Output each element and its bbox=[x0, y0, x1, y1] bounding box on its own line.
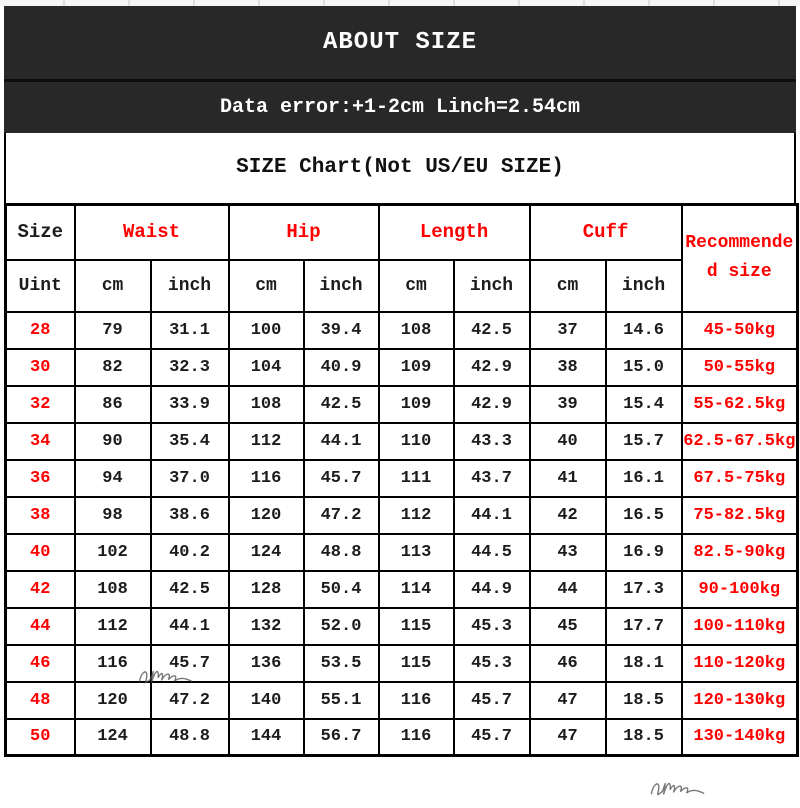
header-hip: Hip bbox=[229, 205, 379, 260]
table-row bbox=[6, 682, 798, 719]
data-cell: 116 bbox=[379, 682, 454, 719]
data-cell: 45.7 bbox=[304, 460, 379, 497]
data-cell: 44.1 bbox=[454, 497, 530, 534]
data-cell: 114 bbox=[379, 571, 454, 608]
data-cell: 56.7 bbox=[304, 719, 379, 756]
data-cell: 108 bbox=[379, 312, 454, 349]
data-cell: 82 bbox=[75, 349, 151, 386]
banner-title: ABOUT SIZE bbox=[322, 29, 478, 56]
data-cell: 79 bbox=[75, 312, 151, 349]
table-row bbox=[6, 349, 798, 386]
data-cell: 15.7 bbox=[606, 423, 682, 460]
data-cell: 86 bbox=[75, 386, 151, 423]
data-cell: 38 bbox=[530, 349, 606, 386]
data-cell: 48.8 bbox=[151, 719, 229, 756]
data-cell: 108 bbox=[229, 386, 304, 423]
data-cell: 17.7 bbox=[606, 608, 682, 645]
data-cell: 45.3 bbox=[454, 645, 530, 682]
recommend-cell: 120-130kg bbox=[682, 682, 798, 719]
data-cell: 45.7 bbox=[151, 645, 229, 682]
data-cell: 39 bbox=[530, 386, 606, 423]
data-cell: 45 bbox=[530, 608, 606, 645]
data-cell: 100 bbox=[229, 312, 304, 349]
data-cell: 38.6 bbox=[151, 497, 229, 534]
data-cell: 16.5 bbox=[606, 497, 682, 534]
data-cell: 43 bbox=[530, 534, 606, 571]
data-cell: 33.9 bbox=[151, 386, 229, 423]
table-row bbox=[6, 534, 798, 571]
data-cell: 42.5 bbox=[304, 386, 379, 423]
header-size: Size bbox=[6, 205, 75, 260]
data-cell: 140 bbox=[229, 682, 304, 719]
data-cell: 110 bbox=[379, 423, 454, 460]
recommend-cell: 75-82.5kg bbox=[682, 497, 798, 534]
data-cell: 48.8 bbox=[304, 534, 379, 571]
data-cell: 14.6 bbox=[606, 312, 682, 349]
recommend-cell: 130-140kg bbox=[682, 719, 798, 756]
size-cell: 34 bbox=[6, 423, 75, 460]
data-cell: 52.0 bbox=[304, 608, 379, 645]
data-cell: 15.0 bbox=[606, 349, 682, 386]
size-table bbox=[4, 203, 799, 757]
data-cell: 37.0 bbox=[151, 460, 229, 497]
recommend-cell: 55-62.5kg bbox=[682, 386, 798, 423]
size-cell: 42 bbox=[6, 571, 75, 608]
data-cell: 120 bbox=[75, 682, 151, 719]
data-cell: 45.3 bbox=[454, 608, 530, 645]
data-cell: 109 bbox=[379, 349, 454, 386]
data-cell: 47 bbox=[530, 719, 606, 756]
data-cell: 44.1 bbox=[304, 423, 379, 460]
data-cell: 44.9 bbox=[454, 571, 530, 608]
data-cell: 42.5 bbox=[151, 571, 229, 608]
data-cell: 124 bbox=[75, 719, 151, 756]
table-row bbox=[6, 645, 798, 682]
recommend-cell: 45-50kg bbox=[682, 312, 798, 349]
data-cell: 104 bbox=[229, 349, 304, 386]
recommend-cell: 62.5-67.5kg bbox=[682, 423, 798, 460]
table-row bbox=[6, 571, 798, 608]
data-cell: 116 bbox=[229, 460, 304, 497]
data-cell: 32.3 bbox=[151, 349, 229, 386]
data-cell: 40 bbox=[530, 423, 606, 460]
data-cell: 115 bbox=[379, 608, 454, 645]
unit-cuff-cm: cm bbox=[530, 260, 606, 312]
data-cell: 55.1 bbox=[304, 682, 379, 719]
data-cell: 39.4 bbox=[304, 312, 379, 349]
size-chart-panel bbox=[4, 6, 796, 757]
size-cell: 36 bbox=[6, 460, 75, 497]
data-cell: 15.4 bbox=[606, 386, 682, 423]
header-cuff: Cuff bbox=[530, 205, 682, 260]
data-cell: 17.3 bbox=[606, 571, 682, 608]
unit-waist-inch: inch bbox=[151, 260, 229, 312]
header-waist: Waist bbox=[75, 205, 229, 260]
recommend-cell: 100-110kg bbox=[682, 608, 798, 645]
data-cell: 18.5 bbox=[606, 682, 682, 719]
data-cell: 31.1 bbox=[151, 312, 229, 349]
watermark-scribble bbox=[646, 769, 707, 808]
size-cell: 48 bbox=[6, 682, 75, 719]
table-unit-row bbox=[6, 260, 798, 312]
data-cell: 40.9 bbox=[304, 349, 379, 386]
data-cell: 45.7 bbox=[454, 719, 530, 756]
data-cell: 42.5 bbox=[454, 312, 530, 349]
data-cell: 116 bbox=[75, 645, 151, 682]
data-cell: 102 bbox=[75, 534, 151, 571]
data-cell: 112 bbox=[75, 608, 151, 645]
table-header-row bbox=[6, 205, 798, 260]
recommend-cell: 50-55kg bbox=[682, 349, 798, 386]
data-cell: 43.3 bbox=[454, 423, 530, 460]
data-cell: 116 bbox=[379, 719, 454, 756]
unit-waist-cm: cm bbox=[75, 260, 151, 312]
data-cell: 41 bbox=[530, 460, 606, 497]
data-cell: 124 bbox=[229, 534, 304, 571]
data-cell: 16.9 bbox=[606, 534, 682, 571]
data-cell: 47.2 bbox=[304, 497, 379, 534]
data-cell: 115 bbox=[379, 645, 454, 682]
table-row bbox=[6, 608, 798, 645]
recommend-cell: 110-120kg bbox=[682, 645, 798, 682]
data-cell: 46 bbox=[530, 645, 606, 682]
table-row bbox=[6, 497, 798, 534]
data-cell: 18.5 bbox=[606, 719, 682, 756]
data-cell: 144 bbox=[229, 719, 304, 756]
data-cell: 16.1 bbox=[606, 460, 682, 497]
header-recommended-size: Recommended size bbox=[682, 205, 798, 312]
data-cell: 108 bbox=[75, 571, 151, 608]
header-unit: Uint bbox=[6, 260, 75, 312]
data-cell: 112 bbox=[379, 497, 454, 534]
table-row bbox=[6, 460, 798, 497]
chart-title: SIZE Chart(Not US/EU SIZE) bbox=[4, 133, 796, 203]
size-cell: 38 bbox=[6, 497, 75, 534]
data-cell: 42.9 bbox=[454, 386, 530, 423]
data-cell: 44 bbox=[530, 571, 606, 608]
unit-length-cm: cm bbox=[379, 260, 454, 312]
data-cell: 112 bbox=[229, 423, 304, 460]
data-cell: 40.2 bbox=[151, 534, 229, 571]
data-cell: 90 bbox=[75, 423, 151, 460]
banner-subtitle: Data error:+1-2cm Linch=2.54cm bbox=[4, 79, 796, 133]
unit-hip-inch: inch bbox=[304, 260, 379, 312]
data-cell: 44.1 bbox=[151, 608, 229, 645]
size-cell: 32 bbox=[6, 386, 75, 423]
size-cell: 28 bbox=[6, 312, 75, 349]
data-cell: 132 bbox=[229, 608, 304, 645]
data-cell: 136 bbox=[229, 645, 304, 682]
size-cell: 44 bbox=[6, 608, 75, 645]
data-cell: 109 bbox=[379, 386, 454, 423]
data-cell: 50.4 bbox=[304, 571, 379, 608]
banner bbox=[4, 6, 796, 133]
data-cell: 42.9 bbox=[454, 349, 530, 386]
data-cell: 53.5 bbox=[304, 645, 379, 682]
size-cell: 30 bbox=[6, 349, 75, 386]
data-cell: 18.1 bbox=[606, 645, 682, 682]
recommend-cell: 90-100kg bbox=[682, 571, 798, 608]
size-cell: 40 bbox=[6, 534, 75, 571]
data-cell: 43.7 bbox=[454, 460, 530, 497]
recommend-cell: 67.5-75kg bbox=[682, 460, 798, 497]
data-cell: 35.4 bbox=[151, 423, 229, 460]
data-cell: 111 bbox=[379, 460, 454, 497]
data-cell: 37 bbox=[530, 312, 606, 349]
data-cell: 44.5 bbox=[454, 534, 530, 571]
table-row bbox=[6, 312, 798, 349]
data-cell: 45.7 bbox=[454, 682, 530, 719]
size-cell: 46 bbox=[6, 645, 75, 682]
data-cell: 128 bbox=[229, 571, 304, 608]
unit-cuff-inch: inch bbox=[606, 260, 682, 312]
table-row bbox=[6, 386, 798, 423]
data-cell: 42 bbox=[530, 497, 606, 534]
recommend-cell: 82.5-90kg bbox=[682, 534, 798, 571]
data-cell: 47.2 bbox=[151, 682, 229, 719]
data-cell: 113 bbox=[379, 534, 454, 571]
table-row bbox=[6, 423, 798, 460]
data-cell: 47 bbox=[530, 682, 606, 719]
unit-hip-cm: cm bbox=[229, 260, 304, 312]
table-row bbox=[6, 719, 798, 756]
data-cell: 98 bbox=[75, 497, 151, 534]
header-length: Length bbox=[379, 205, 530, 260]
size-cell: 50 bbox=[6, 719, 75, 756]
data-cell: 120 bbox=[229, 497, 304, 534]
unit-length-inch: inch bbox=[454, 260, 530, 312]
data-cell: 94 bbox=[75, 460, 151, 497]
